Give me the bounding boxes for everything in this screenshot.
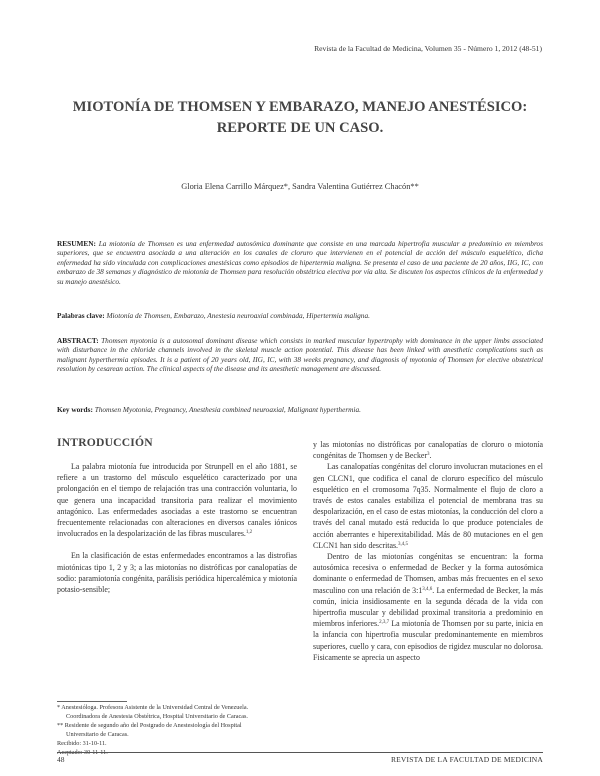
right-paragraph-1: y las miotonías no distróficas por canalopatías de cloruro o miotonía congénitas de Thomsen y de Becker$^3$.	[313, 440, 543, 461]
abstract-text: Thomsen myotonia is a autosomal dominant disease which consists in marked muscular hypertrophy with dominance in the upper limbs associated with disturbance in the chloride channels involved in the skeletal muscle action potential. This disease has been linked with anesthetic complications such as malignant hyperthermia episodes. It is a patient of 20 years old, IIG, IC, with 38 weeks pregnancy, and diagnosis of myotonia of Thomsen for elective obstetrical resolution by cesarean action. The clinical aspects of the disease and its anesthetic management are discussed.	[57, 336, 544, 374]
right-p3b-ref: 2,3,7	[379, 620, 390, 626]
article-title	[50, 97, 550, 139]
right-paragraph-3: Dentro de las miotonías congénitas se encuentran: la forma autosómica recesiva o enfermedad de Becker y la forma autosómica dominante o enfermedad de Thomsen, ambas más frecuentes en el sexo masculino con una relación de 3:1$^{3,4,6}$. La enfermedad de Becker, la más común, inicia insidiosamente en la segunda década de la vida con hipertrofia muscular y debilidad proximal transitoria a predominio en miembros inferiores.$^{2,3,7}$ La miotonía de Thomsen por su parte, inicia en la infancia con hipertrofia muscular predominantemente en miembros superiores, cuello y cara, con episodios de rigidez muscular no dolorosa. Fisicamente se aprecia un aspecto	[313, 552, 543, 662]
section-heading-introduccion: INTRODUCCIÓN	[57, 436, 153, 449]
intro-p1-ref: 1,2	[245, 530, 253, 536]
right-p1-text: y las miotonías no distróficas por canalopatías de cloruro o miotonía congénitas de Thomsen y de Becker	[313, 440, 543, 461]
authors: Gloria Elena Carrillo Márquez*, Sandra Valentina Gutiérrez Chacón**	[181, 182, 419, 191]
abstract-block	[57, 336, 543, 374]
keywords-label: Key words:	[57, 405, 93, 414]
right-p3c-text: La miotonía de Thomsen por su parte, inicia en la infancia con hipertrofia muscular predominantemente en miembros superiores, cuello y cara, con episodios de rigidez muscular no dolorosa. Fisicamente se aprecia un aspecto	[313, 619, 543, 662]
right-p3-ref: 3,4,6	[422, 586, 433, 592]
intro-p1-text: La palabra miotonía fue introducida por Strunpell en el año 1881, se refiere a un trastorno del músculo esquelético caracterizado por una prolongación en el tiempo de relajación tras una contracción voluntaria, lo que genera una incapacidad transitoria para realizar el movimiento antagónico. Las enfermedades asociadas a este trastorno se encuentran frecuentemente relacionadas con alteraciones en diversos canales iónicos involucrados en la despolarización de las fibras musculares.	[57, 462, 297, 539]
keywords-block	[57, 405, 543, 414]
right-p3b-text: La enfermedad de Becker, la más común, inicia insidiosamente en la segunda década de la vida con hipertrofia muscular y debilidad proximal transitoria a predominio en miembros inferiores.	[313, 585, 543, 629]
intro-paragraph-2: En la clasificación de estas enfermedades encontramos a las distrofias miotónicas tipo 1, 2 y 3; a las miotonías no distróficas por canalopatías de sodio: paramiotonía congénita, parálisis periódica hipercalémica y miotonía potasio-sensible;	[57, 551, 297, 595]
page-number: 48	[57, 755, 65, 764]
right-paragraph-2	[313, 461, 543, 551]
right-column	[313, 439, 543, 663]
footnote-author-1: * Anestesióloga. Profesora Asistente de la Universidad Central de Venezuela.	[57, 704, 249, 711]
abstract-label: ABSTRACT:	[57, 336, 99, 345]
right-p1-ref: 3	[427, 452, 430, 458]
left-column	[57, 461, 297, 595]
title-line-2: REPORTE DE UN CASO.	[216, 120, 384, 136]
footer-journal-name: REVISTA DE LA FACULTAD DE MEDICINA	[390, 755, 543, 764]
intro-paragraph-1	[57, 461, 297, 539]
journal-header: Revista de la Facultad de Medicina, Volumen 35 - Número 1, 2012 (48-51)	[314, 44, 542, 53]
footnote-author-1-cont: Coordinadora de Anestesia Obstétrica, Hospital Universitario de Caracas.	[66, 712, 248, 720]
title-line-1: MIOTONÍA DE THOMSEN Y EMBARAZO, MANEJO ANESTÉSICO:	[72, 99, 528, 115]
received-date: Recibido: 31-10-11.	[57, 739, 107, 747]
right-p2-ref: 3,4,5	[398, 541, 409, 547]
keywords-text: Thomsen Myotonia, Pregnancy, Anesthesia combined neuroaxial, Malignant hyperthermia.	[94, 405, 361, 414]
footnote-author-2: ** Residente de segundo año del Postgrado de Anestesiología del Hospital	[57, 721, 242, 729]
palabras-clave-label: Palabras clave:	[57, 311, 105, 320]
palabras-clave-text: Miotonía de Thomsen, Embarazo, Anestesia neuroaxial combinada, Hipertermia maligna.	[106, 311, 370, 320]
right-p3-text: Dentro de las miotonías congénitas se encuentran: la forma autosómica recesiva o enfermedad de Becker y la forma autosómica dominante o enfermedad de Thomsen, ambas más frecuentes en el sexo masculino con una relación de 3:1	[313, 552, 543, 595]
resumen-text: La miotonía de Thomsen es una enfermedad autosómica dominante que consiste en una marcada hipertrofia muscular a predominio en miembros superiores, que se encuentra asociada a una alteración en los canales de cloruro que intervienen en el potencial de acción del músculo esquelético, dicha enfermedad ha sido vinculada con complicaciones anestésicas como episodios de hipertermia maligna. Se presenta el caso de una paciente de 20 años, IIG, IC, con embarazo de 38 semanas y diagnóstico de miotonía de Thomsen para resolución obstétrica electiva por vía alta. Se discuten los aspectos clínicos de la enfermedad y su manejo anestésico.	[57, 239, 543, 286]
footer-divider	[57, 752, 543, 753]
footnote-author-2-cont: Universitario de Caracas.	[66, 730, 129, 738]
palabras-clave-block	[57, 311, 543, 320]
accepted-date: Aceptado: 30-11-11.	[57, 748, 108, 756]
right-p2-text: Las canalopatías congénitas del cloruro involucran mutaciones en el gen CLCN1, que codifica el canal de cloruro específico del músculo esquelético en el cromosoma 7q35. Normalmente el flujo de cloro a través de estos canales estabiliza el potencial de membrana tras su despolarización, en el caso de estas miotonías, la conducción del cloro a través del canal mutado está reducida lo que produce potenciales de acción aberrantes e hiperexitabilidad. Más de 80 mutaciones en el gen CLCN1 han sido descritas.	[313, 462, 543, 550]
footnotes	[57, 704, 297, 757]
resumen-block	[57, 239, 543, 286]
footnote-divider	[57, 701, 127, 702]
resumen-label: RESUMEN:	[57, 239, 96, 248]
